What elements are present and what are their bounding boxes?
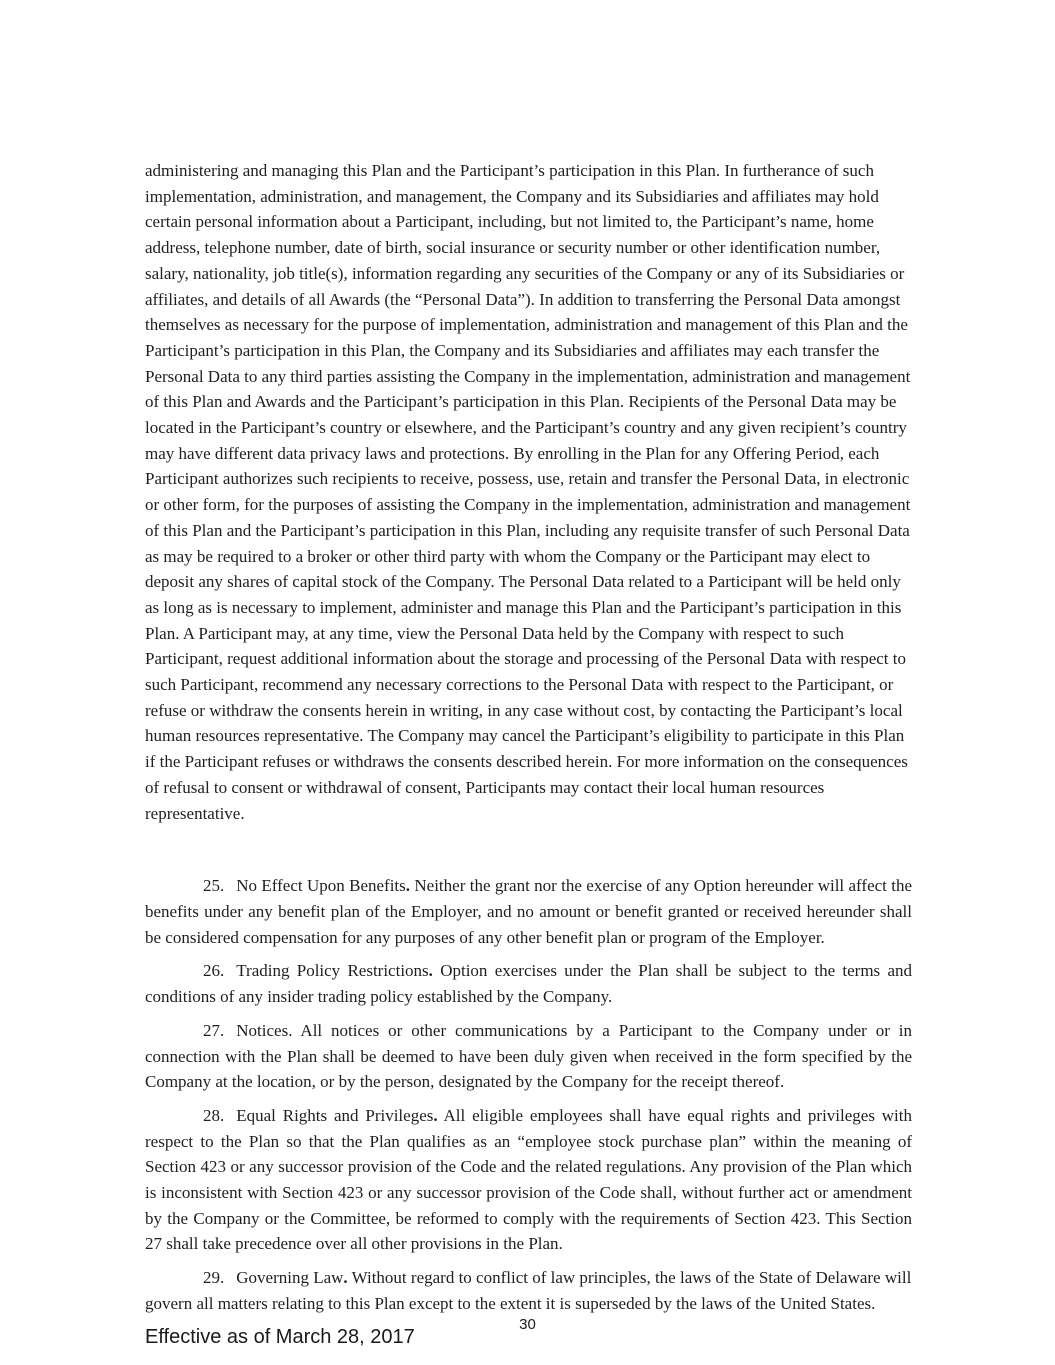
section-25-body: Neither the grant nor the exercise of any Option hereunder will affect the benefits under any benefit plan of the Employer, and no amount or benefit granted or received hereunder shall be considered compensation for any purposes of any other benefit plan or program of the Employer. <box>145 876 913 947</box>
section-28-body: All eligible employees shall have equal rights and privileges with respect to the Plan so that the Plan qualifies as an “employee stock purchase plan” within the meaning of Section 423 or any successor provision of the Code and the related regulations. Any provision of the Plan which is inconsistent with Section 423 or any successor provision of the Code shall, without further act or amendment by the Company or the Committee, be reformed to comply with the requirements of Section 423. This Section 27 shall take precedence over all other provisions in the Plan. <box>145 1105 913 1254</box>
section-29 <box>145 1265 912 1316</box>
section-27-body: All notices or other communications by a Participant to the Company under or in connection with the Plan shall be deemed to have been duly given when received in the form specified by the Company at the location, or by the person, designated by the Company for the receipt thereof. <box>145 1020 913 1092</box>
section-29-title-period: . <box>343 1268 348 1288</box>
section-25-title: No Effect Upon Benefits <box>236 876 406 896</box>
section-26-body: Option exercises under the Plan shall be subject to the terms and conditions of any insider trading policy established by the Company. <box>145 961 912 1007</box>
section-25 <box>145 873 912 950</box>
section-29-body: Without regard to conflict of law principles, the laws of the State of Delaware will govern all matters relating to this Plan except to the extent it is superseded by the laws of the United States. <box>145 1268 912 1313</box>
section-28-title: Equal Rights and Privileges <box>236 1105 434 1125</box>
section-29-number: 29. <box>203 1268 225 1288</box>
section-28-title-period: . <box>433 1105 438 1125</box>
effective-date-line: Effective as of March 28, 2017 <box>145 1325 415 1348</box>
section-25-number: 25. <box>203 876 225 896</box>
section-27-title-period: . <box>288 1020 293 1040</box>
section-27 <box>145 1018 912 1095</box>
section-28-number: 28. <box>203 1105 225 1125</box>
intro-paragraph: administering and managing this Plan and the Participant’s participation in this Plan. In furtherance of such implementation, administration, and management, the Company and its Subsidiaries and affiliates may hold certain personal information about a Participant, including, but not limited to, the Participant’s name, home address, telephone number, date of birth, social insurance or security number or other identification number, salary, nationality, job title(s), information regarding any securities of the Company or any of its Subsidiaries or affiliates, and details of all Awards (the “Personal Data”). In addition to transferring the Personal Data amongst themselves as necessary for the purpose of implementation, administration and management of this Plan and the Participant’s participation in this Plan, the Company and its Subsidiaries and affiliates may each transfer the Personal Data to any third parties assisting the Company in the implementation, administration and management of this Plan and Awards and the Participant’s participation in this Plan. Recipients of the Personal Data may be located in the Participant’s country or elsewhere, and the Participant’s country and any given recipient’s country may have different data privacy laws and protections. By enrolling in the Plan for any Offering Period, each Participant authorizes such recipients to receive, possess, use, retain and transfer the Personal Data, in electronic or other form, for the purposes of assisting the Company in the implementation, administration and management of this Plan and the Participant’s participation in this Plan, including any requisite transfer of such Personal Data as may be required to a broker or other third party with whom the Company or the Participant may elect to deposit any shares of capital stock of the Company. The Personal Data related to a Participant will be held only as long as is necessary to implement, administer and manage this Plan and the Participant’s participation in this Plan. A Participant may, at any time, view the Personal Data held by the Company with respect to such Participant, request additional information about the storage and processing of the Personal Data with respect to such Participant, recommend any necessary corrections to the Personal Data with respect to the Participant, or refuse or withdraw the consents herein in writing, in any case without cost, by contacting the Participant’s local human resources representative. The Company may cancel the Participant’s eligibility to participate in this Plan if the Participant refuses or withdraws the consents described herein. For more information on the consequences of refusal to consent or withdrawal of consent, Participants may contact their local human resources representative. <box>145 161 911 823</box>
section-26-number: 26. <box>203 961 225 981</box>
section-27-number: 27. <box>203 1020 225 1040</box>
section-26-title-period: . <box>428 961 433 981</box>
document-content <box>145 158 912 1349</box>
section-29-title: Governing Law <box>236 1268 344 1288</box>
page-number: 30 <box>519 1316 536 1333</box>
section-27-title: Notices <box>236 1020 289 1040</box>
section-25-title-period: . <box>405 876 411 896</box>
section-26 <box>145 958 912 1009</box>
section-28 <box>145 1103 912 1257</box>
section-26-title: Trading Policy Restrictions <box>236 961 429 981</box>
